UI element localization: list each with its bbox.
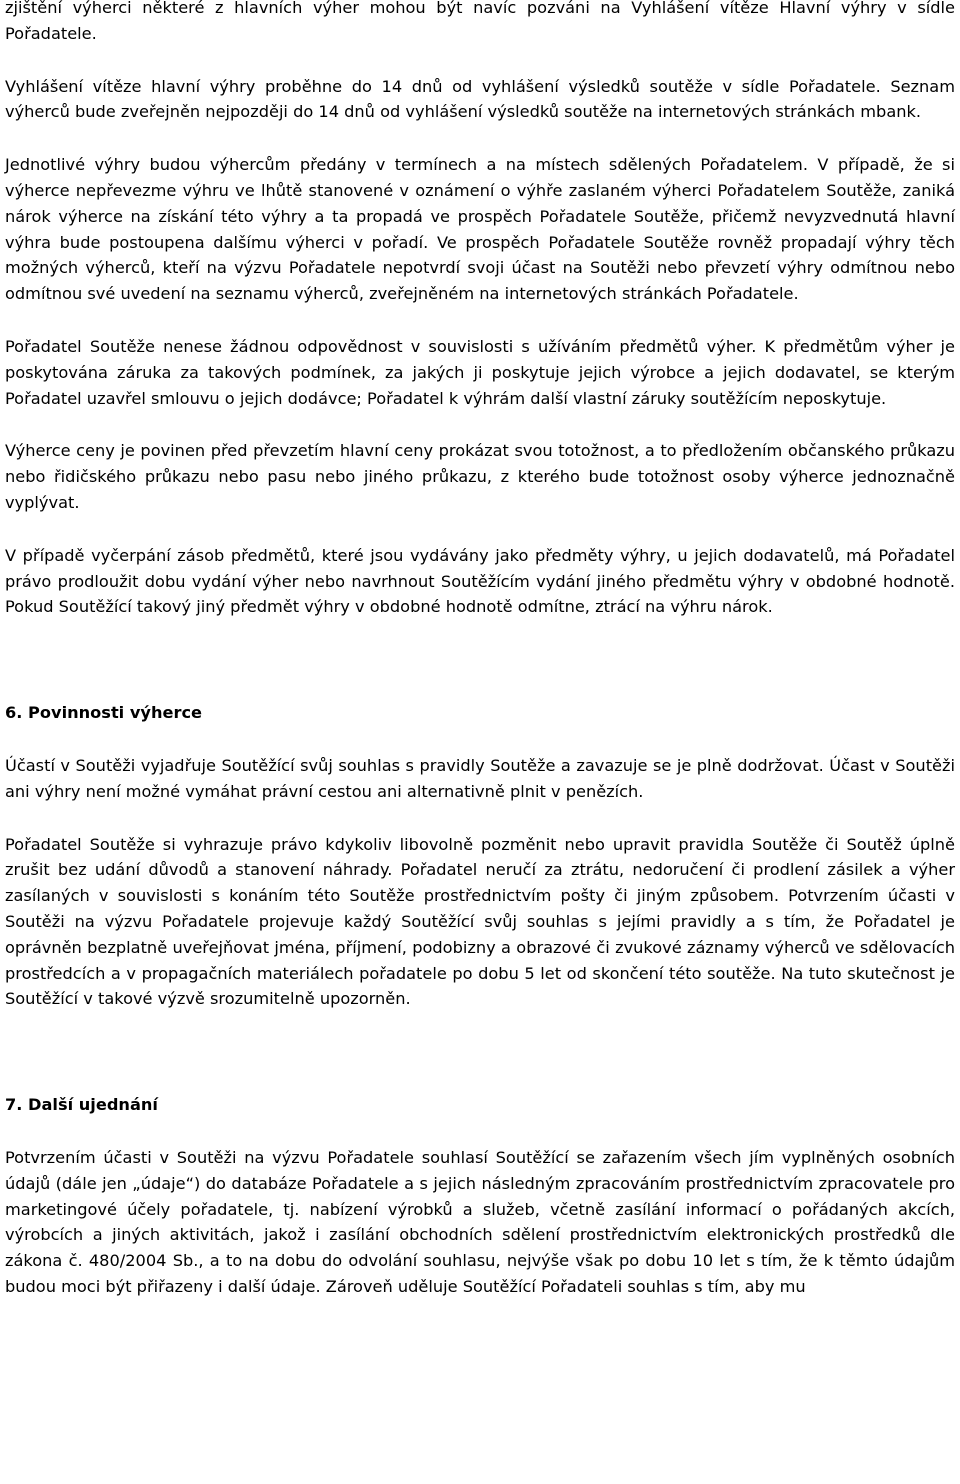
section-7-heading: 7. Další ujednání: [5, 1095, 158, 1115]
document-page: [5, 0, 955, 1300]
paragraph-identity-proof: Výherce ceny je povinen před převzetím hlavní ceny prokázat svou totožnost, a to předložením občanského průkazu nebo řidičského průkazu nebo pasu nebo jiného průkazu, z kterého bude totožnost osoby výherce jednoznačně vyplývat.: [5, 441, 955, 512]
section-6-heading: 6. Povinnosti výherce: [5, 703, 203, 723]
paragraph-personal-data: Potvrzením účasti v Soutěži na výzvu Pořadatele souhlasí Soutěžící se zařazením všech jím vyplněných osobních údajů (dále jen „údaje“) do databáze Pořadatele a s jejich následným zpracováním prostřednictvím zpracovatele pro marketingové účely pořadatele, tj. nabízení výrobků a služeb, včetně zasílání informací o pořádaných akcích, výrobcích a jiných aktivitách, jakož i zasílání obchodních sdělení prostřednictvím elektronických prostředků dle zákona č. 480/2004 Sb., a to na dobu do odvolání souhlasu, nejvýše však po dobu 10 let s tím, že k těmto údajům budou moci být přiřazeny i další údaje. Zároveň uděluje Soutěžící Pořadateli souhlas s tím, aby mu: [5, 1147, 955, 1296]
paragraph-announcement: Vyhlášení vítěze hlavní výhry proběhne do 14 dnů od vyhlášení výsledků soutěže v sídle Pořadatele. Seznam výherců bude zveřejněn nejpozději do 14 dnů od vyhlášení výsledků soutěže na internetových stránkách mbank.: [5, 76, 955, 122]
paragraph-participation-consent: Účastí v Soutěži vyjadřuje Soutěžící svůj souhlas s pravidly Soutěže a zavazuje se je plně dodržovat. Účast v Soutěži ani výhry není možné vymáhat právní cestou ani alternativně plnit v penězích.: [5, 755, 955, 801]
paragraph-winner-invitation: zjištění výherci některé z hlavních výher mohou být navíc pozváni na Vyhlášení vítěze Hlavní výhry v sídle Pořadatele.: [5, 0, 955, 43]
paragraph-prize-handover: Jednotlivé výhry budou výhercům předány v termínech a na místech sdělených Pořadatelem. V případě, že si výherce nepřevezme výhru ve lhůtě stanovené v oznámení o výhře zaslaném výherci Pořadatelem Soutěže, zaniká nárok výherce na získání této výhry a ta propadá ve prospěch Pořadatele Soutěže, přičemž nevyzvednutá hlavní výhra bude postoupena dalšímu výherci v pořadí. Ve prospěch Pořadatele Soutěže rovněž propadají výhry těch možných výherců, kteří na výzvu Pořadatele nepotvrdí svoji účast na Soutěži nebo převzetí výhry odmítnou nebo odmítnou své uvedení na seznamu výherců, zveřejněném na internetových stránkách Pořadatele.: [5, 155, 955, 304]
paragraph-organizer-rights: Pořadatel Soutěže si vyhrazuje právo kdykoliv libovolně pozměnit nebo upravit pravidla Soutěže či Soutěž úplně zrušit bez udání důvodů a stanovení náhrady. Pořadatel neručí za ztrátu, nedoručení či prodlení zásilek a výher zasílaných v souvislosti s konáním této Soutěže prostřednictvím pošty či jiným způsobem. Potvrzením účasti v Soutěži na výzvu Pořadatele projevuje každý Soutěžící svůj souhlas s jejími pravidly a s tím, že Pořadatel je oprávněn bezplatně uveřejňovat jména, příjmení, podobizny a obrazové či zvukové záznamy výherců ve sdělovacích prostředcích a v propagačních materiálech pořadatele po dobu 5 let od skončení této soutěže. Na tuto skutečnost je Soutěžící v takové výzvě srozumitelně upozorněn.: [5, 834, 955, 1009]
paragraph-stock-exhaustion: V případě vyčerpání zásob předmětů, které jsou vydávány jako předměty výhry, u jejich dodavatelů, má Pořadatel právo prodloužit dobu vydání výher nebo navrhnout Soutěžícím vydání jiného předmětu výhry v obdobné hodnotě. Pokud Soutěžící takový jiný předmět výhry v obdobné hodnotě odmítne, ztrácí na výhru nárok.: [5, 545, 955, 617]
paragraph-liability: Pořadatel Soutěže nenese žádnou odpovědnost v souvislosti s užíváním předmětů výher. K předmětům výher je poskytována záruka za takových podmínek, za jakých ji poskytuje jejich výrobce a jejich dodavatel, se kterým Pořadatel uzavřel smlouvu o jejich dodávce; Pořadatel k výhrám další vlastní záruky soutěžícím neposkytuje.: [5, 336, 955, 408]
